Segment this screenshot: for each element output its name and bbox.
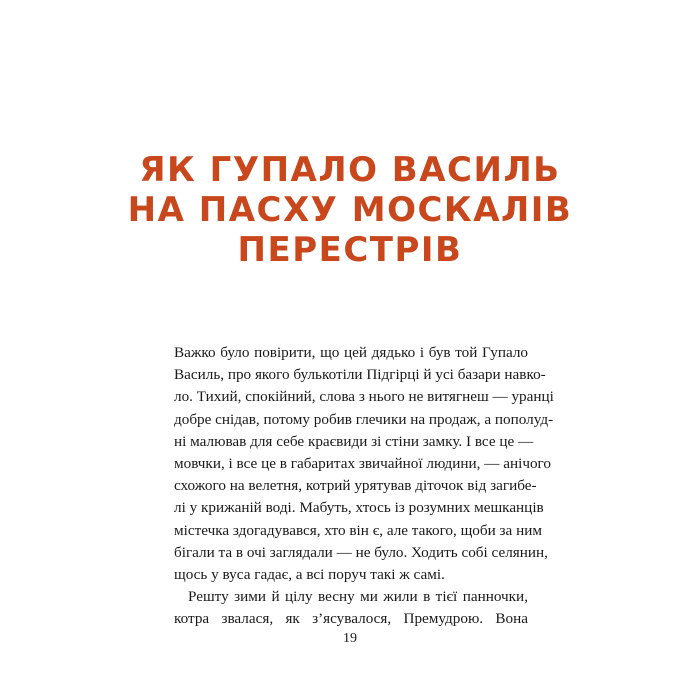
text-line: котра звалася, як з’ясувалося, Премудрою. Вона	[174, 610, 528, 628]
chapter-title-line: ЯК ГУПАЛО ВАСИЛЬ	[139, 150, 561, 190]
text-line: Василь, про якого булькотіли Підгірці й усі базари навко-	[174, 366, 546, 384]
text-line: ло. Тихий, спокійний, слова з нього не витягнеш — уранці	[174, 388, 554, 406]
paragraph-1	[174, 342, 554, 586]
chapter-title-line: НА ПАСХУ МОСКАЛІВ	[127, 190, 573, 230]
text-line: Важко було повірити, що цей дядько і був той Гупало	[174, 344, 528, 361]
text-line: щось у вуса гадає, а всі поруч такі ж самі.	[174, 566, 445, 584]
text-line: лі у крижаній воді. Мабуть, хтось із розумних мешканців	[174, 499, 544, 517]
text-line: бігали та в очі заглядали — не було. Ходить собі селянин,	[174, 543, 548, 561]
text-line: Решту зими й цілу весну ми жили в тієї панночки,	[188, 588, 528, 606]
text-line: ні малював для себе краєвиди зі стіни замку. І все це —	[174, 432, 534, 450]
paragraph-2	[174, 586, 528, 630]
page-number: 19	[343, 631, 357, 646]
text-line: схожого на велетня, котрий урятував діточок від загибе-	[174, 477, 537, 495]
text-line: мовчки, і все це в габаритах звичайної людини, — анічого	[174, 455, 551, 473]
text-line: добре снідав, потому робив глечики на продаж, а пополуд-	[174, 410, 554, 428]
chapter-title	[100, 150, 600, 270]
text-line: містечка здогадувався, хто він є, але такого, щоби за ним	[174, 521, 542, 539]
chapter-title-line: ПЕРЕСТРІВ	[237, 230, 463, 270]
chapter-body	[174, 342, 554, 631]
